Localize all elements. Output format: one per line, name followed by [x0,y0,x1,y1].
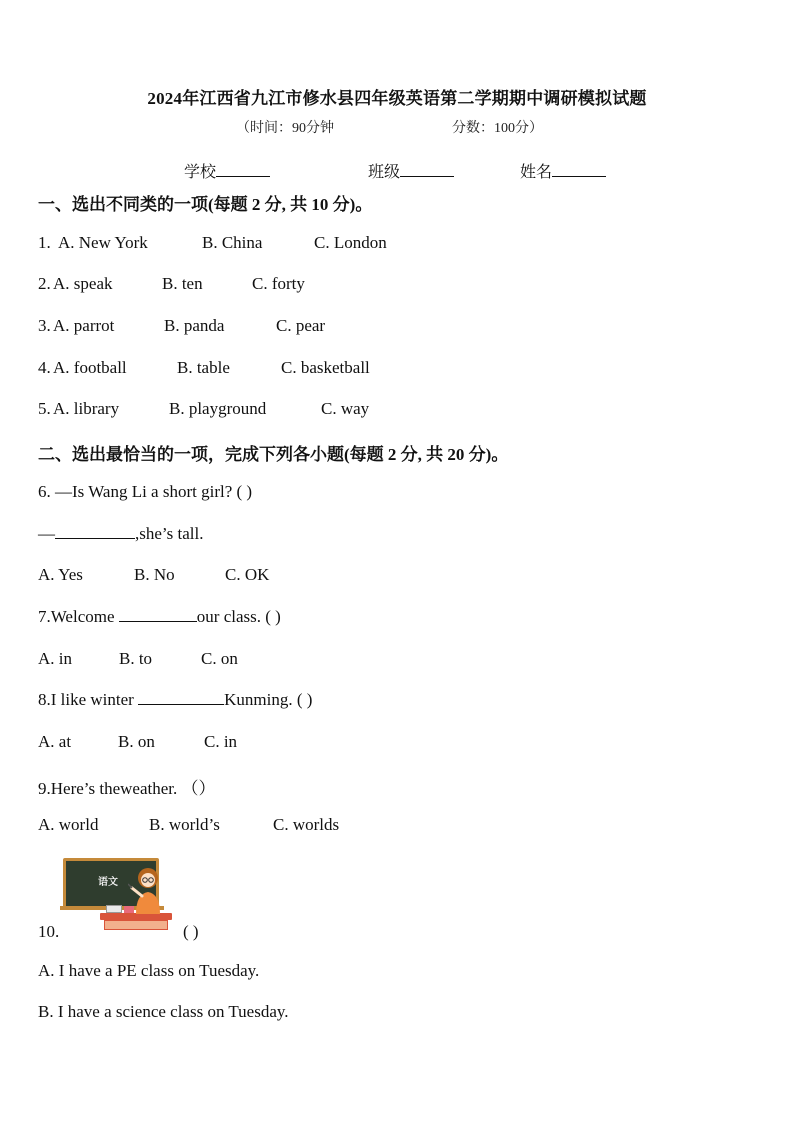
q2-option-a[interactable]: A. speak [53,274,113,293]
q7-answer-blank[interactable] [119,607,197,622]
q6-option-b[interactable]: B. No [134,565,175,584]
q6-reply [38,524,203,544]
q7-stem-prefix: 7.Welcome [38,607,119,626]
q6-stem: 6. —Is Wang Li a short girl? ( ) [38,482,253,501]
q3-option-b[interactable]: B. panda [164,316,225,335]
name-field[interactable] [520,159,606,182]
q4-option-a[interactable]: A. football [53,358,127,377]
q8-answer-blank[interactable] [138,690,224,705]
q7-option-c[interactable]: C. on [201,649,238,668]
q6-reply-suffix: ,she’s tall. [135,524,204,543]
book-icon [106,905,122,913]
exam-time: （时间：90分钟 [236,121,334,136]
q7-stem-suffix: our class. ( ) [196,607,281,626]
q8-stem-prefix: 8.I like winter [38,690,139,709]
q9-option-a[interactable]: A. world [38,815,99,834]
school-field[interactable] [184,159,270,182]
q8-stem [38,690,312,710]
q7-option-a[interactable]: A. in [38,649,72,668]
school-label: 学校 [184,164,217,181]
q7-stem [38,607,281,627]
q9-option-b[interactable]: B. world’s [149,815,220,834]
teacher-icon [128,866,168,918]
q10-option-b[interactable]: B. I have a science class on Tuesday. [38,1002,289,1021]
name-label: 姓名 [520,164,553,181]
q2-number: 2. [38,274,51,293]
q8-stem-suffix: Kunming. ( ) [224,690,313,709]
q1-option-c[interactable]: C. London [314,233,387,252]
q9-stem: 9.Here’s theweather. （） [38,779,216,798]
q3-number: 3. [38,316,51,335]
section2-heading: 二、选出最恰当的一项，完成下列各小题(每题 2 分, 共 20 分)。 [38,445,509,464]
q10-number: 10. [38,922,60,941]
q3-option-a[interactable]: A. parrot [53,316,115,335]
q2-option-c[interactable]: C. forty [252,274,305,293]
page-title: 2024年江西省九江市修水县四年级英语第二学期期中调研模拟试题 [147,89,647,108]
q6-option-c[interactable]: C. OK [225,565,270,584]
q6-option-a[interactable]: A. Yes [38,565,83,584]
board-text: 语文 [98,877,118,888]
q7-option-b[interactable]: B. to [119,649,153,668]
q8-option-b[interactable]: B. on [118,732,155,751]
q1-number: 1. [38,233,51,252]
name-blank[interactable] [552,162,606,177]
q6-reply-dash: — [38,524,55,543]
desk-base [104,920,168,930]
q10-answer-paren[interactable]: ( ) [183,922,199,941]
q6-answer-blank[interactable] [55,524,135,539]
q4-option-b[interactable]: B. table [177,358,230,377]
q1-option-a[interactable]: A. New York [58,233,148,252]
q8-option-c[interactable]: C. in [204,732,238,751]
class-blank[interactable] [400,162,454,177]
q4-option-c[interactable]: C. basketball [281,358,370,377]
exam-score: 分数：100分） [452,121,543,136]
class-label: 班级 [368,164,401,181]
q4-number: 4. [38,358,51,377]
q9-option-c[interactable]: C. worlds [273,815,340,834]
q1-option-b[interactable]: B. China [202,233,263,252]
section1-heading: 一、选出不同类的一项(每题 2 分, 共 10 分)。 [38,195,373,214]
q5-option-a[interactable]: A. library [53,399,120,418]
q10-option-a[interactable]: A. I have a PE class on Tuesday. [38,961,260,980]
q3-option-c[interactable]: C. pear [276,316,326,335]
q5-option-b[interactable]: B. playground [169,399,267,418]
school-blank[interactable] [216,162,270,177]
q2-option-b[interactable]: B. ten [162,274,203,293]
q5-number: 5. [38,399,51,418]
class-field[interactable] [368,159,454,182]
q8-option-a[interactable]: A. at [38,732,72,751]
q5-option-c[interactable]: C. way [321,399,370,418]
